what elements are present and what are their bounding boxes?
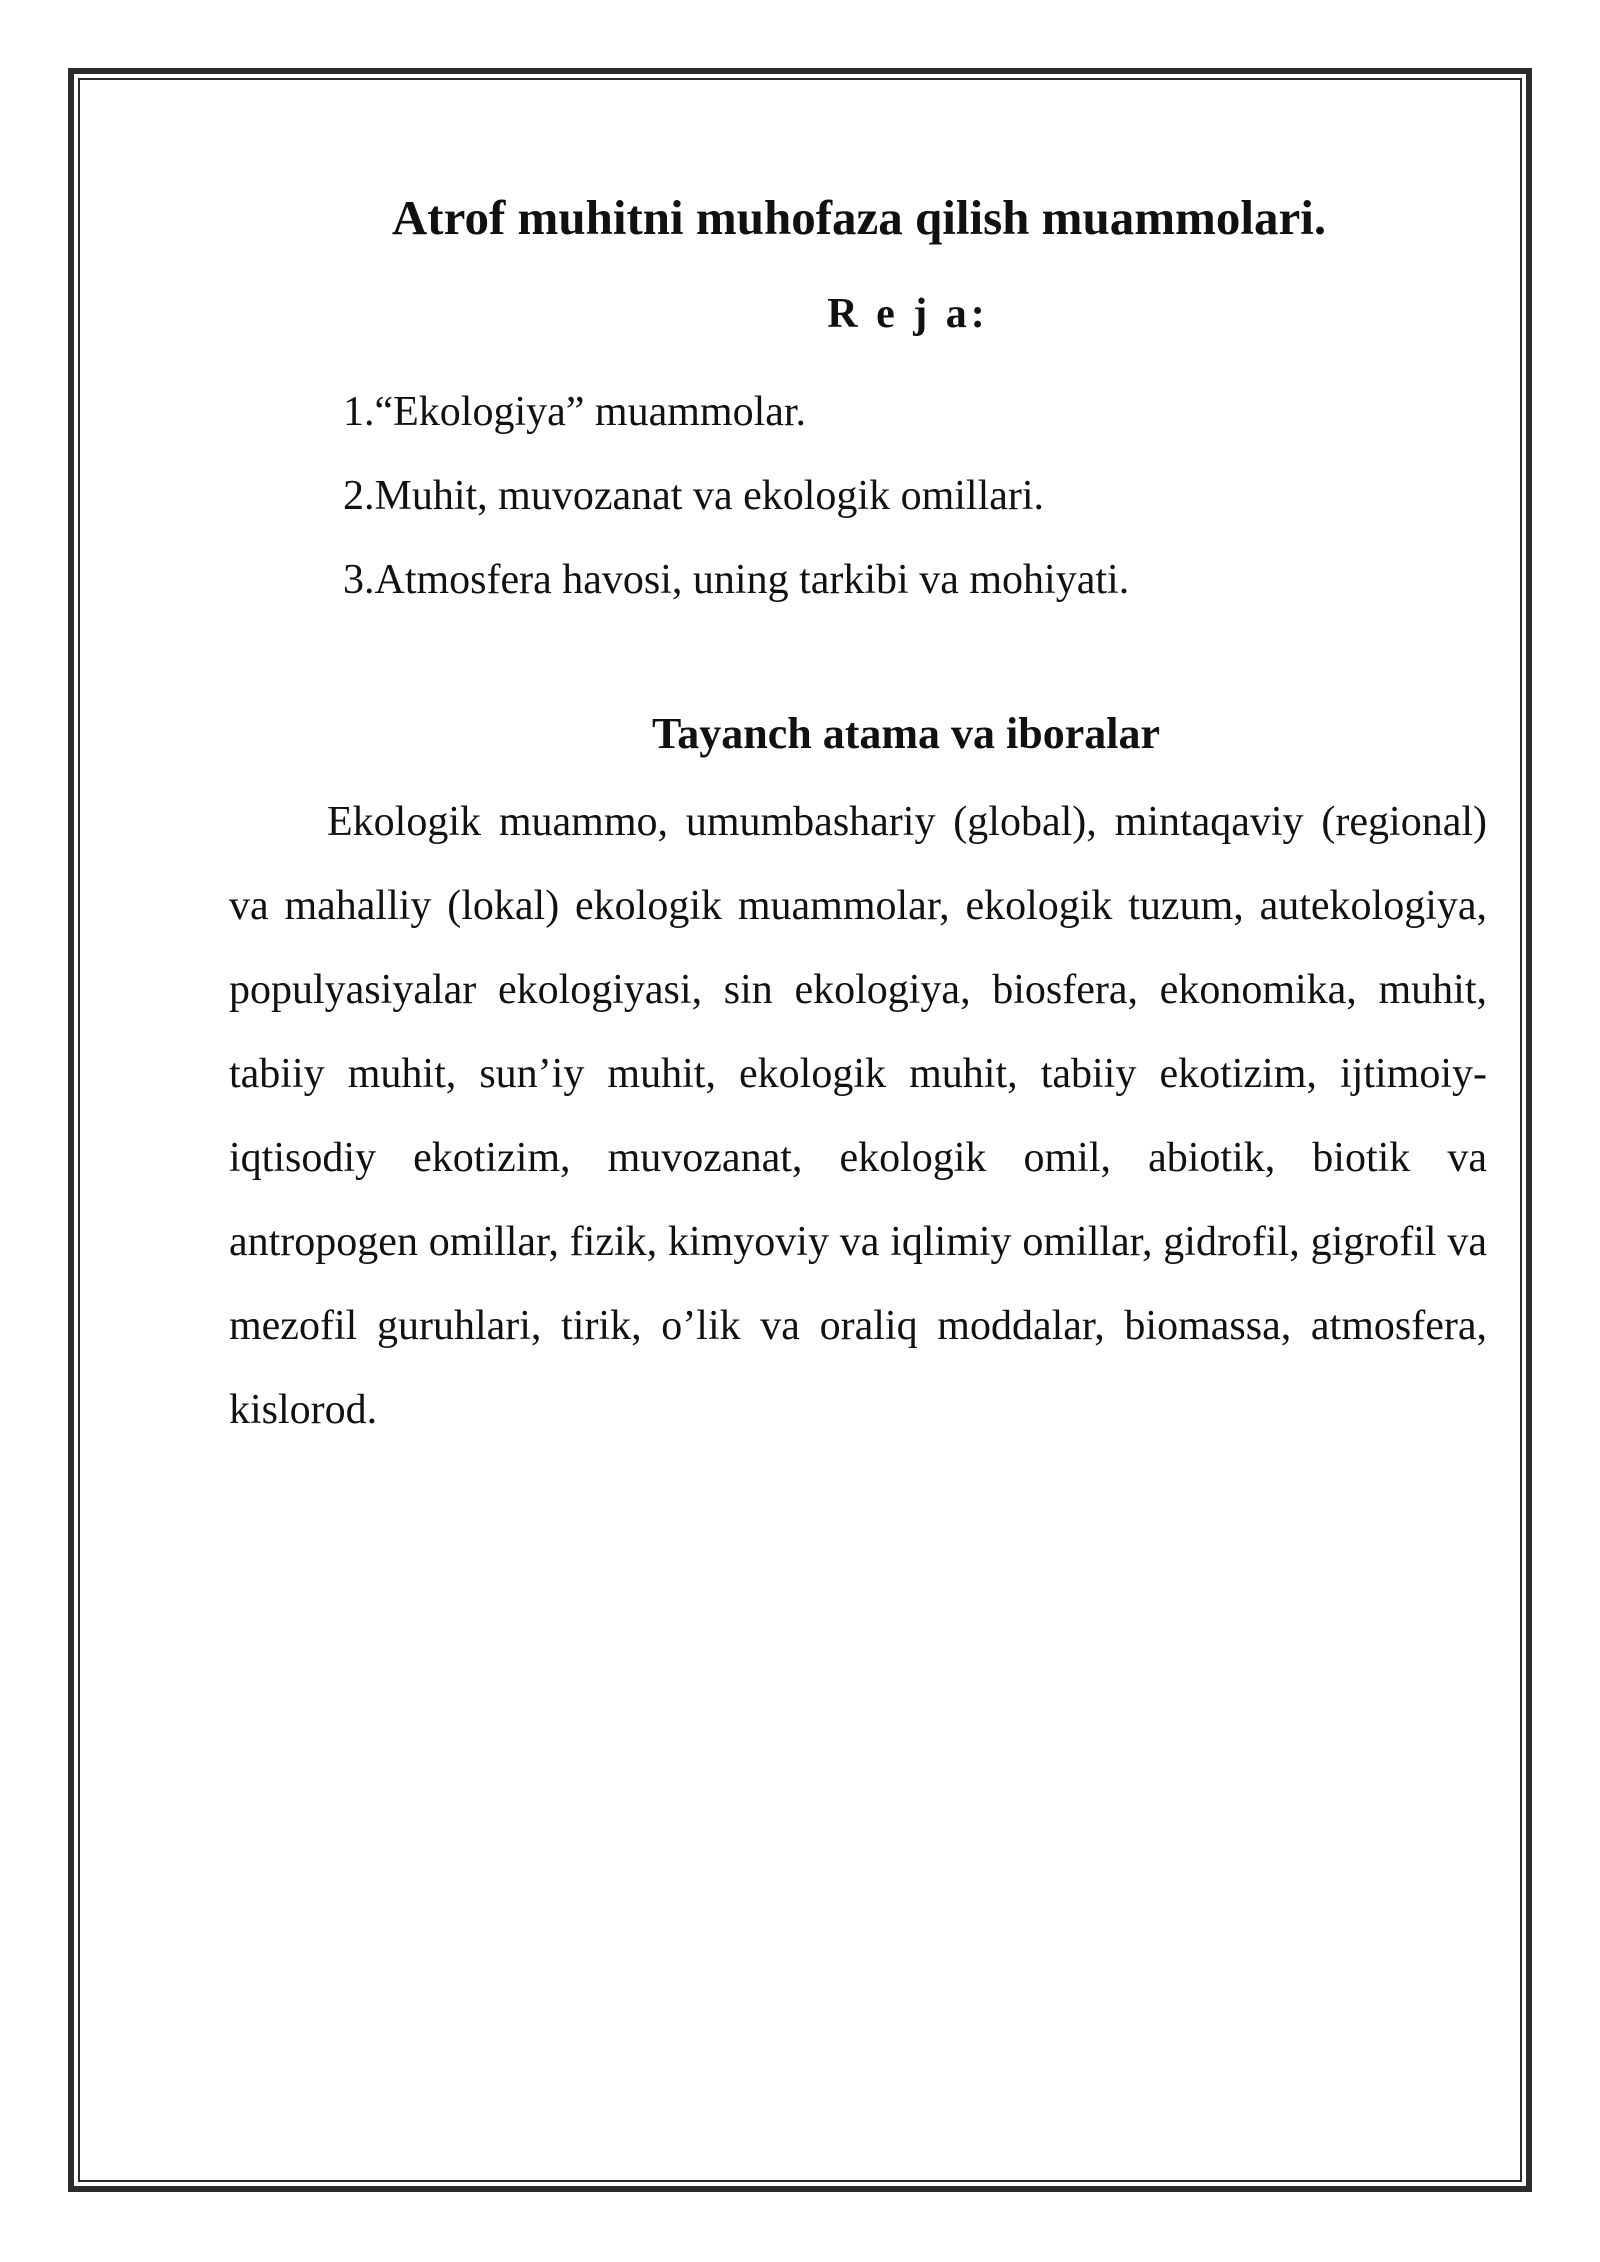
page-title: Atrof muhitni muhofaza qilish muammolari. [391,190,1327,245]
terms-heading: Tayanch atama va iboralar [651,709,1161,758]
plan-item: 3.Atmosfera havosi, uning tarkibi va mohiyati. [343,557,1130,603]
plan-heading: R e j a: [827,291,989,337]
plan-list [343,370,1129,622]
plan-item: 1.“Ekologiya” muammolar. [343,389,807,435]
terms-paragraph: Ekologik muammo, umumbashariy (global), mintaqaviy (regional) va mahalliy (lokal) ekologik muammolar, ekologik tuzum, autekologiya, populyasiyalar ekologiyasi, sin ekologiya, biosfera, ekonomika, muhit, tabiiy muhit, sun’iy muhit, ekologik muhit, tabiiy ekotizim, ijtimoiy-iqtisodiy ekotizim, muvozanat, ekologik omil, abiotik, biotik va antropogen omillar, fizik, kimyoviy va iqlimiy omillar, gidrofil, gigrofil va mezofil guruhlari, tirik, o’lik va oraliq moddalar, biomassa, atmosfera, kislorod. [229,799,1487,1433]
plan-item: 2.Muhit, muvozanat va ekologik omillari. [343,473,1045,519]
